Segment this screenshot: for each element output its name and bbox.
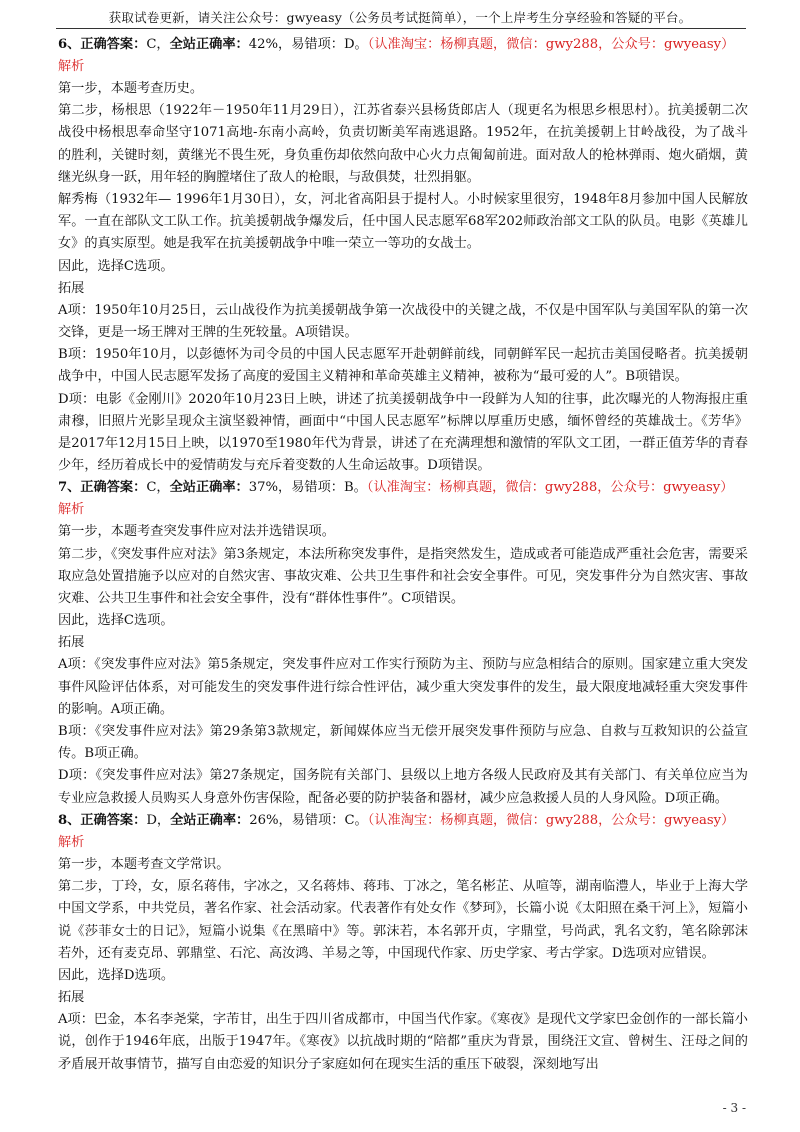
header-divider: [56, 28, 746, 29]
extension-paragraph: D项：《突发事件应对法》第27条规定，国务院有关部门、县级以上地方各级人民政府及其有关部门、有关单位应当为专业应急救援人员购买人身意外伤害保险，配备必要的防护装备和器材，减少应急救援人员的人身风险。D项正确。: [58, 768, 748, 806]
question-8: [58, 810, 748, 1076]
answer-value: C: [146, 37, 157, 52]
separator: ，: [156, 37, 170, 52]
analysis-paragraph: 第一步，本题考查历史。: [58, 81, 204, 96]
extension-paragraph: B项：1950年10月，以彭德怀为司令员的中国人民志愿军开赴朝鲜前线，同朝鲜军民一起抗击美国侵略者。抗美援朝战争中，中国人民志愿军发扬了高度的爱国主义精神和革命英雄主义精神，被称为“最可爱的人”。B项错误。: [58, 347, 748, 385]
page-header: 获取试卷更新，请关注公众号：gwyeasy（公务员考试挺简单），一个上岸考生分享经验和答疑的平台。: [108, 10, 692, 25]
promo-text: （认准淘宝：杨柳真题，微信：gwy288，公众号：gwyeasy）: [366, 480, 734, 496]
analysis-paragraph: 因此，选择C选项。: [58, 613, 174, 629]
answer-value: D: [146, 812, 157, 828]
question-6-header: [58, 34, 748, 56]
accuracy-value: 37%: [248, 480, 279, 496]
error-prone-option: ，易错项：C。: [278, 812, 368, 828]
answer-content: [58, 34, 748, 1076]
separator: ，: [156, 812, 171, 828]
question-7: [58, 477, 748, 809]
extension-paragraph: A项：《突发事件应对法》第5条规定，突发事件应对工作实行预防为主、预防与应急相结合的原则。国家建立重大突发事件风险评估体系，对可能发生的突发事件进行综合性评估，减少重大突发事件的发生，最大限度地减轻重大突发事件的影响。A项正确。: [58, 657, 748, 717]
extension-label: 拓展: [58, 280, 85, 296]
extension-paragraph: A项：巴金，本名李尧棠，字芾甘，出生于四川省成都市，中国当代作家。《寒夜》是现代文学家巴金创作的一部长篇小说，创作于1946年底，出版于1947年。《寒夜》以抗战时期的“陪都”重庆为背景，围绕汪文宣、曾树生、汪母之间的矛盾展开故事情节，描写自由恋爱的知识分子家庭如何在现实生活的重压下破裂，深刻地写出: [58, 1012, 748, 1072]
question-6: [58, 34, 748, 477]
analysis-paragraph: 第一步，本题考查文学常识。: [58, 856, 230, 872]
extension-paragraph: A项：1950年10月25日，云山战役作为抗美援朝战争第一次战役中的关键之战，不仅是中国军队与美国军队的第一次交锋，更是一场王牌对王牌的生死较量。A项错误。: [58, 302, 748, 341]
analysis-paragraph: 第二步，丁玲，女，原名蒋伟，字冰之，又名蒋炜、蒋玮、丁冰之，笔名彬芷、从喧等，湖南临澧人，毕业于上海大学中国文学系，中共党员，著名作家、社会活动家。代表著作有处女作《梦珂》，长篇小说《太阳照在桑干河上》，短篇小说《莎菲女士的日记》，短篇小说集《在黑暗中》等。郭沫若，本名郭开贞，字鼎堂，号尚武，乳名文豹，笔名除郭沫若外，还有麦克昂、郭鼎堂、石沱、高汝鸿、羊易之等，中国现代作家、历史学家、考古学家。D选项对应错误。: [58, 879, 748, 961]
answer-label: 8、正确答案：: [58, 812, 147, 828]
separator: ，: [156, 480, 170, 496]
accuracy-value: 26%: [249, 812, 279, 828]
analysis-paragraph: 解秀梅（1932年— 1996年1月30日），女，河北省高阳县于提村人。小时候家里很穷，1948年8月参加中国人民解放军。一直在部队文工队工作。抗美援朝战争爆发后，任中国人民志愿军68军202师政治部文工队的队员。电影《英雄儿女》的真实原型。她是我军在抗美援朝战争中唯一荣立一等功的女战士。: [58, 192, 748, 252]
extension-paragraph: B项：《突发事件应对法》第29条第3款规定，新闻媒体应当无偿开展突发事件预防与应急、自救与互救知识的公益宣传。B项正确。: [58, 724, 748, 762]
accuracy-label: 全站正确率：: [169, 480, 249, 496]
analysis-paragraph: 因此，选择D选项。: [58, 967, 175, 983]
answer-value: C: [146, 480, 157, 496]
page-number: - 3 -: [722, 1101, 746, 1115]
accuracy-label: 全站正确率：: [169, 37, 249, 52]
analysis-label: 解析: [58, 59, 85, 74]
analysis-paragraph: 第一步，本题考查突发事件应对法并选错误项。: [58, 524, 335, 540]
extension-paragraph: D项：电影《金刚川》2020年10月23日上映，讲述了抗美援朝战争中一段鲜为人知的往事，此次曝光的人物海报庄重肃穆，旧照片光影呈现众主演坚毅神情，画面中“中国人民志愿军”标牌以厚重历史感，缅怀曾经的英雄战士。《芳华》是2017年12月15日上映，以1970至1980年代为背景，讲述了在充满理想和激情的军队文工团，一群正值芳华的青春少年，经历着成长中的爱情萌发与充斥着变数的人生命运故事。D项错误。: [58, 391, 748, 474]
accuracy-label: 全站正确率：: [170, 812, 250, 828]
analysis-paragraph: 第二步，《突发事件应对法》第3条规定，本法所称突发事件，是指突然发生，造成或者可能造成严重社会危害，需要采取应急处置措施予以应对的自然灾害、事故灾难、公共卫生事件和社会安全事件。可见，突发事件分为自然灾害、事故灾难、公共卫生事件和社会安全事件，没有“群体性事件”。C项错误。: [58, 546, 748, 607]
question-7-header: [58, 477, 748, 499]
analysis-label: 解析: [58, 834, 85, 850]
extension-label: 拓展: [58, 635, 85, 651]
error-prone-option: ，易错项：D。: [278, 37, 368, 52]
analysis-paragraph: 因此，选择C选项。: [58, 258, 174, 274]
extension-label: 拓展: [58, 990, 85, 1006]
question-8-header: [58, 810, 748, 832]
promo-text: （认准淘宝：杨柳真题，微信：gwy288，公众号：gwyeasy）: [367, 37, 735, 52]
accuracy-value: 42%: [248, 37, 279, 52]
error-prone-option: ，易错项：B。: [278, 480, 367, 496]
analysis-label: 解析: [58, 502, 85, 518]
answer-label: 7、正确答案：: [58, 480, 147, 496]
promo-text: （认准淘宝：杨柳真题，微信：gwy288，公众号：gwyeasy）: [367, 812, 735, 828]
answer-label: 6、正确答案：: [58, 37, 147, 52]
analysis-paragraph: 第二步，杨根思（1922年－1950年11月29日），江苏省泰兴县杨货郎店人（现更名为根思乡根思村）。抗美援朝二次战役中杨根思奉命坚守1071高地-东南小高岭，负责切断美军南逃退路。1952年，在抗美援朝上甘岭战役，为了战斗的胜利，关键时刻，黄继光不畏生死，身负重伤却依然向敌中心火力点匍匐前进。面对敌人的枪林弹雨、炮火硝烟，黄继光纵身一跃，用年轻的胸膛堵住了敌人的枪眼，与敌俱焚，壮烈捐躯。: [58, 103, 748, 185]
